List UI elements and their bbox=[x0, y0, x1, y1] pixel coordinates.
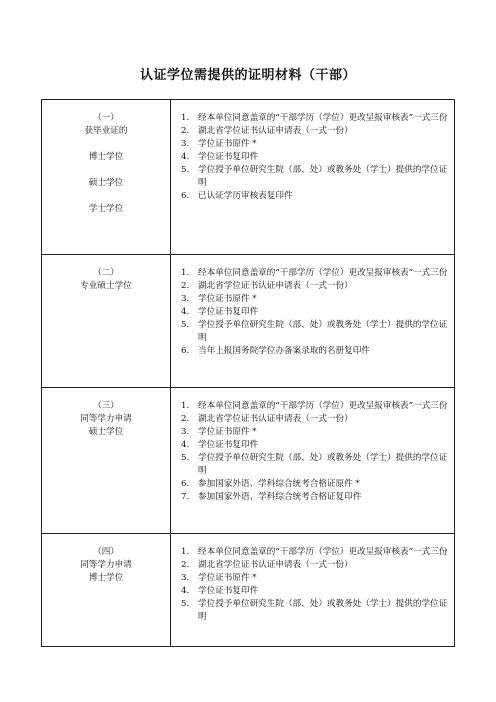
item-number: 1. bbox=[181, 268, 190, 278]
requirement-list bbox=[181, 400, 448, 504]
item-text: 湖北省学位证书认证申请表（一式一份） bbox=[198, 281, 353, 291]
item-number: 5. bbox=[181, 453, 190, 463]
item-text: 学位证书复印件 bbox=[198, 440, 259, 450]
category-line bbox=[42, 190, 170, 203]
item-text: 学位证书原件 * bbox=[198, 139, 257, 149]
item-text: 学位证书原件 * bbox=[198, 294, 257, 304]
item-number: 2. bbox=[181, 560, 190, 570]
requirement-item bbox=[181, 585, 448, 598]
item-number: 7. bbox=[181, 492, 190, 502]
category-line: 获毕业证的 bbox=[84, 126, 128, 136]
item-number: 4. bbox=[181, 586, 190, 596]
requirement-item bbox=[181, 138, 448, 151]
item-text: 经本单位同意盖章的“干部学历（学位）更改呈报审核表”一式三份 bbox=[198, 268, 448, 278]
category-line: （三） bbox=[93, 401, 119, 411]
category-line: 同等学力申请 bbox=[80, 414, 132, 424]
requirement-item bbox=[181, 345, 448, 358]
item-number: 2. bbox=[181, 281, 190, 291]
item-text: 经本单位同意盖章的“干部学历（学位）更改呈报审核表”一式三份 bbox=[198, 401, 448, 411]
item-number: 2. bbox=[181, 126, 190, 136]
category-cell bbox=[42, 534, 171, 647]
category-line: 专业硕士学位 bbox=[80, 281, 132, 291]
requirement-item bbox=[181, 280, 448, 293]
category-line: 同等学力申请 bbox=[80, 560, 132, 570]
item-text: 学位证书复印件 bbox=[198, 586, 259, 596]
requirement-item bbox=[181, 400, 448, 413]
item-text: 湖北省学位证书认证申请表（一式一份） bbox=[198, 414, 353, 424]
item-number: 2. bbox=[181, 414, 190, 424]
requirement-item bbox=[181, 190, 448, 203]
item-text: 经本单位同意盖章的“干部学历（学位）更改呈报审核表”一式三份 bbox=[198, 547, 448, 557]
requirement-item bbox=[181, 439, 448, 452]
section-row bbox=[42, 388, 455, 534]
requirement-item bbox=[181, 306, 448, 319]
item-number: 6. bbox=[181, 479, 190, 489]
item-number: 3. bbox=[181, 427, 190, 437]
item-number: 3. bbox=[181, 573, 190, 583]
category-line: 博士学位 bbox=[88, 573, 124, 583]
requirement-item bbox=[181, 293, 448, 306]
item-number: 4. bbox=[181, 307, 190, 317]
requirement-list bbox=[181, 546, 448, 624]
item-number: 6. bbox=[181, 346, 190, 356]
item-number: 1. bbox=[181, 113, 190, 123]
category-line: 硕士学位 bbox=[88, 178, 124, 188]
requirement-item bbox=[181, 546, 448, 559]
requirements-table-body bbox=[42, 100, 455, 647]
requirement-item bbox=[181, 267, 448, 280]
item-text: 参加国家外语、学科综合统考合格证原件 * bbox=[198, 479, 360, 489]
requirement-item bbox=[181, 478, 448, 491]
items-cell bbox=[171, 534, 455, 647]
category-cell bbox=[42, 100, 171, 255]
category-line bbox=[42, 138, 170, 151]
requirement-item bbox=[181, 491, 448, 504]
section-row bbox=[42, 534, 455, 647]
requirement-item bbox=[181, 125, 448, 138]
requirements-table bbox=[41, 99, 455, 647]
item-number: 4. bbox=[181, 152, 190, 162]
item-text: 当年上报国务院学位办备案录取的名册复印件 bbox=[198, 346, 370, 356]
item-text: 学位证书原件 * bbox=[198, 573, 257, 583]
item-text: 经本单位同意盖章的“干部学历（学位）更改呈报审核表”一式三份 bbox=[198, 113, 448, 123]
category-lines bbox=[42, 255, 170, 293]
item-text: 学位证书原件 * bbox=[198, 427, 257, 437]
category-line bbox=[42, 164, 170, 177]
item-number: 3. bbox=[181, 139, 190, 149]
requirement-list bbox=[181, 112, 448, 203]
items-cell bbox=[171, 388, 455, 534]
item-number: 5. bbox=[181, 165, 190, 175]
section-row bbox=[42, 255, 455, 388]
category-lines bbox=[42, 100, 170, 216]
item-text: 湖北省学位证书认证申请表（一式一份） bbox=[198, 560, 353, 570]
requirement-item bbox=[181, 426, 448, 439]
item-text: 参加国家外语、学科综合统考合格证复印件 bbox=[198, 492, 362, 502]
item-text: 学位授予单位研究生院（部、处）或教务处（学士）提供的学位证明 bbox=[198, 320, 448, 343]
item-text: 学位授予单位研究生院（部、处）或教务处（学士）提供的学位证明 bbox=[198, 165, 448, 188]
item-text: 湖北省学位证书认证申请表（一式一份） bbox=[198, 126, 353, 136]
category-cell bbox=[42, 388, 171, 534]
requirement-item bbox=[181, 559, 448, 572]
requirement-list bbox=[181, 267, 448, 358]
section-row bbox=[42, 100, 455, 255]
category-line: 硕士学位 bbox=[88, 427, 124, 437]
item-text: 学位授予单位研究生院（部、处）或教务处（学士）提供的学位证明 bbox=[198, 453, 448, 476]
item-number: 1. bbox=[181, 401, 190, 411]
category-line: 博士学位 bbox=[88, 152, 124, 162]
requirement-item bbox=[181, 319, 448, 345]
item-number: 5. bbox=[181, 320, 190, 330]
category-cell bbox=[42, 255, 171, 388]
requirement-item bbox=[181, 164, 448, 190]
item-number: 3. bbox=[181, 294, 190, 304]
category-line: （二） bbox=[93, 268, 119, 278]
category-lines bbox=[42, 534, 170, 585]
item-number: 1. bbox=[181, 547, 190, 557]
category-lines bbox=[42, 388, 170, 439]
category-line: （四） bbox=[93, 547, 119, 557]
category-line: （一） bbox=[93, 113, 119, 123]
items-cell bbox=[171, 100, 455, 255]
items-cell bbox=[171, 255, 455, 388]
page-title: 认证学位需提供的证明材料（干部） bbox=[139, 68, 356, 83]
requirement-item bbox=[181, 598, 448, 624]
requirement-item bbox=[181, 413, 448, 426]
requirement-item bbox=[181, 572, 448, 585]
item-text: 学位授予单位研究生院（部、处）或教务处（学士）提供的学位证明 bbox=[198, 599, 448, 622]
item-text: 学位证书复印件 bbox=[198, 152, 259, 162]
category-line: 学士学位 bbox=[88, 204, 124, 214]
item-text: 学位证书复印件 bbox=[198, 307, 259, 317]
requirement-item bbox=[181, 151, 448, 164]
requirement-item bbox=[181, 452, 448, 478]
item-number: 6. bbox=[181, 191, 190, 201]
item-number: 4. bbox=[181, 440, 190, 450]
requirement-item bbox=[181, 112, 448, 125]
item-number: 5. bbox=[181, 599, 190, 609]
item-text: 已认证学历审核表复印件 bbox=[198, 191, 293, 201]
